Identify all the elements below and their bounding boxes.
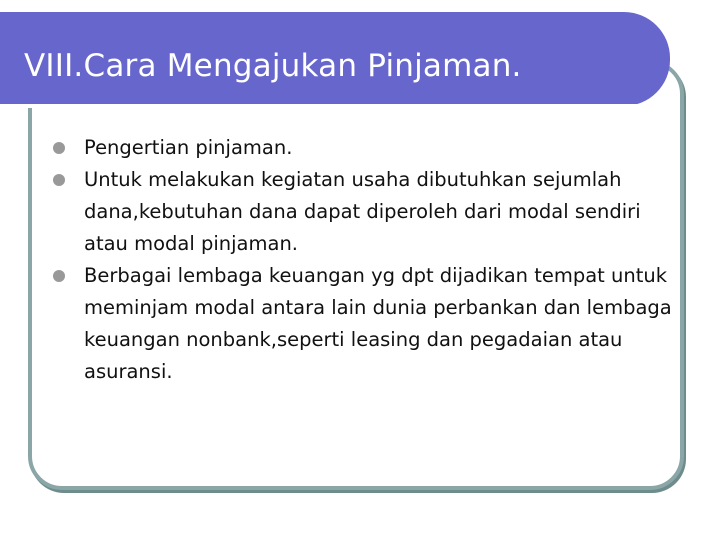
- slide-title: VIII.Cara Mengajukan Pinjaman.: [24, 48, 522, 84]
- bullet-dot-icon: [53, 270, 65, 282]
- title-banner: [0, 12, 670, 106]
- bullet-text: Untuk melakukan kegiatan usaha dibutuhkan sejumlah dana,kebutuhan dana dapat diperoleh dari modal sendiri atau modal pinjaman.: [84, 168, 641, 255]
- bullet-text: Pengertian pinjaman.: [84, 136, 293, 159]
- bullet-item: [60, 260, 680, 388]
- bullet-dot-icon: [53, 174, 65, 186]
- bullet-list: [60, 132, 680, 388]
- bullet-dot-icon: [53, 142, 65, 154]
- bullet-text: Berbagai lembaga keuangan yg dpt dijadikan tempat untuk meminjam modal antara lain dunia perbankan dan lembaga keuangan nonbank,seperti leasing dan pegadaian atau asuransi.: [84, 264, 672, 383]
- title-underline: [0, 104, 640, 108]
- bullet-item: [60, 164, 680, 260]
- bullet-item: [60, 132, 680, 164]
